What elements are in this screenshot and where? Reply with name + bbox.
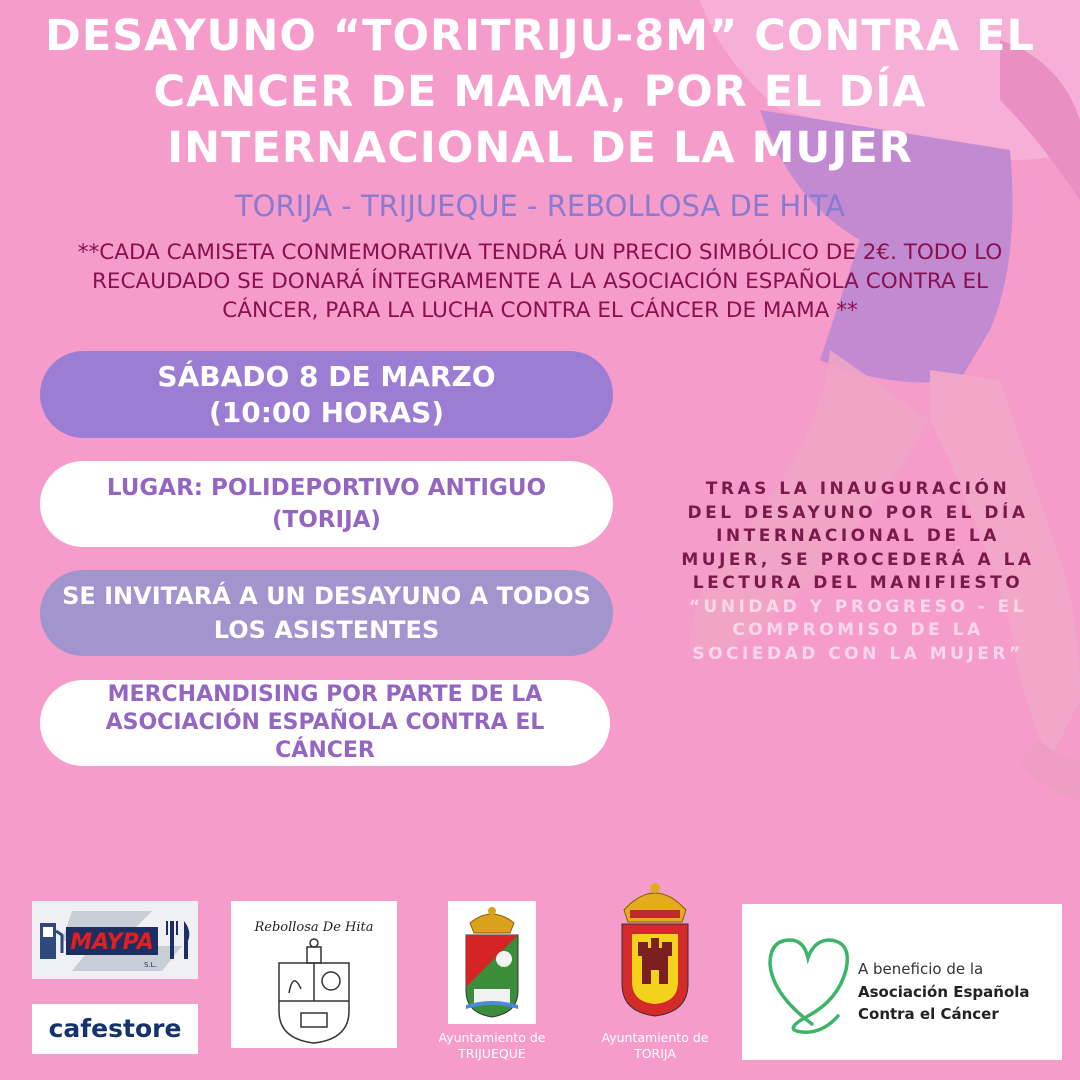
time-text: (10:00 HORAS) bbox=[208, 395, 445, 429]
trijueque-logo bbox=[448, 901, 536, 1024]
place-line-1: LUGAR: POLIDEPORTIVO ANTIGUO bbox=[106, 475, 547, 501]
cafestore-logo bbox=[32, 1004, 198, 1054]
note-line-3: CÁNCER, PARA LA LUCHA CONTRA EL CÁNCER DE MAMA ** bbox=[222, 298, 858, 323]
breakfast-pill bbox=[40, 570, 613, 656]
cafestore-text: cafestore bbox=[48, 1014, 182, 1043]
trijueque-caption-line-2: TRIJUEQUE bbox=[458, 1046, 526, 1061]
manifesto-text bbox=[650, 478, 1066, 666]
manifesto-quote-1: “UNIDAD Y PROGRESO - EL bbox=[688, 596, 1028, 617]
merch-line-1: MERCHANDISING POR PARTE DE LA bbox=[107, 682, 543, 707]
breakfast-line-1: SE INVITARÁ A UN DESAYUNO A TODOS bbox=[62, 582, 591, 610]
title-line-3: INTERNACIONAL DE LA MUJER bbox=[167, 123, 913, 173]
maypa-logo bbox=[32, 901, 198, 979]
coat-of-arms-rebollosa bbox=[279, 939, 349, 1043]
trijueque-caption-line-1: Ayuntamiento de bbox=[438, 1030, 546, 1045]
merchandising-pill bbox=[40, 680, 610, 766]
torija-caption-line-2: TORIJA bbox=[634, 1046, 676, 1061]
maypa-text: MAYPA bbox=[70, 930, 154, 955]
page-title bbox=[0, 8, 1080, 176]
title-line-2: CANCER DE MAMA, POR EL DÍA bbox=[153, 67, 927, 117]
rebollosa-text: Rebollosa De Hita bbox=[254, 920, 374, 935]
breakfast-line-2: LOS ASISTENTES bbox=[213, 616, 440, 644]
torija-caption bbox=[582, 1030, 728, 1062]
merch-line-2: ASOCIACIÓN ESPAÑOLA CONTRA EL bbox=[105, 710, 545, 735]
title-line-1: DESAYUNO “TORITRIJU-8M” CONTRA EL bbox=[45, 11, 1035, 61]
trijueque-caption bbox=[420, 1030, 564, 1062]
torija-caption-line-1: Ayuntamiento de bbox=[601, 1030, 709, 1045]
aecc-logo bbox=[742, 904, 1062, 1060]
aecc-line-2: Asociación Española bbox=[858, 983, 1030, 1001]
note-line-1: **CADA CAMISETA CONMEMORATIVA TENDRÁ UN PRECIO SIMBÓLICO DE 2€. TODO LO bbox=[77, 240, 1003, 265]
maypa-sub-text: S.L. bbox=[144, 961, 157, 969]
manifesto-quote-3: SOCIEDAD CON LA MUJER” bbox=[692, 643, 1024, 664]
manifesto-line-1: TRAS LA INAUGURACIÓN bbox=[705, 479, 1011, 499]
rebollosa-logo bbox=[231, 901, 397, 1048]
aecc-line-1: A beneficio de la bbox=[858, 960, 984, 978]
heart-ribbon-icon bbox=[770, 940, 847, 1032]
tshirt-note bbox=[0, 238, 1080, 325]
coat-of-arms-trijueque bbox=[466, 907, 518, 1017]
place-line-2: (TORIJA) bbox=[272, 507, 381, 533]
manifesto-quote-2: COMPROMISO DE LA bbox=[732, 620, 984, 640]
manifesto-line-5: LECTURA DEL MANIFIESTO bbox=[692, 573, 1024, 593]
gas-pump-icon bbox=[40, 923, 62, 959]
manifesto-line-3: INTERNACIONAL DE LA bbox=[716, 526, 1000, 546]
manifesto-line-2: DEL DESAYUNO POR EL DÍA bbox=[687, 502, 1029, 523]
date-text: SÁBADO 8 DE MARZO bbox=[157, 359, 496, 393]
locations-subtitle: TORIJA - TRIJUEQUE - REBOLLOSA DE HITA bbox=[234, 189, 846, 223]
manifesto-line-4: MUJER, SE PROCEDERÁ A LA bbox=[681, 549, 1035, 570]
coat-of-arms-torija bbox=[612, 880, 698, 1020]
note-line-2: RECAUDADO SE DONARÁ ÍNTEGRAMENTE A LA ASOCIACIÓN ESPAÑOLA CONTRA EL bbox=[91, 269, 989, 294]
date-pill bbox=[40, 351, 613, 438]
place-pill bbox=[40, 461, 613, 547]
merch-line-3: CÁNCER bbox=[275, 738, 375, 763]
aecc-line-3: Contra el Cáncer bbox=[858, 1005, 999, 1023]
